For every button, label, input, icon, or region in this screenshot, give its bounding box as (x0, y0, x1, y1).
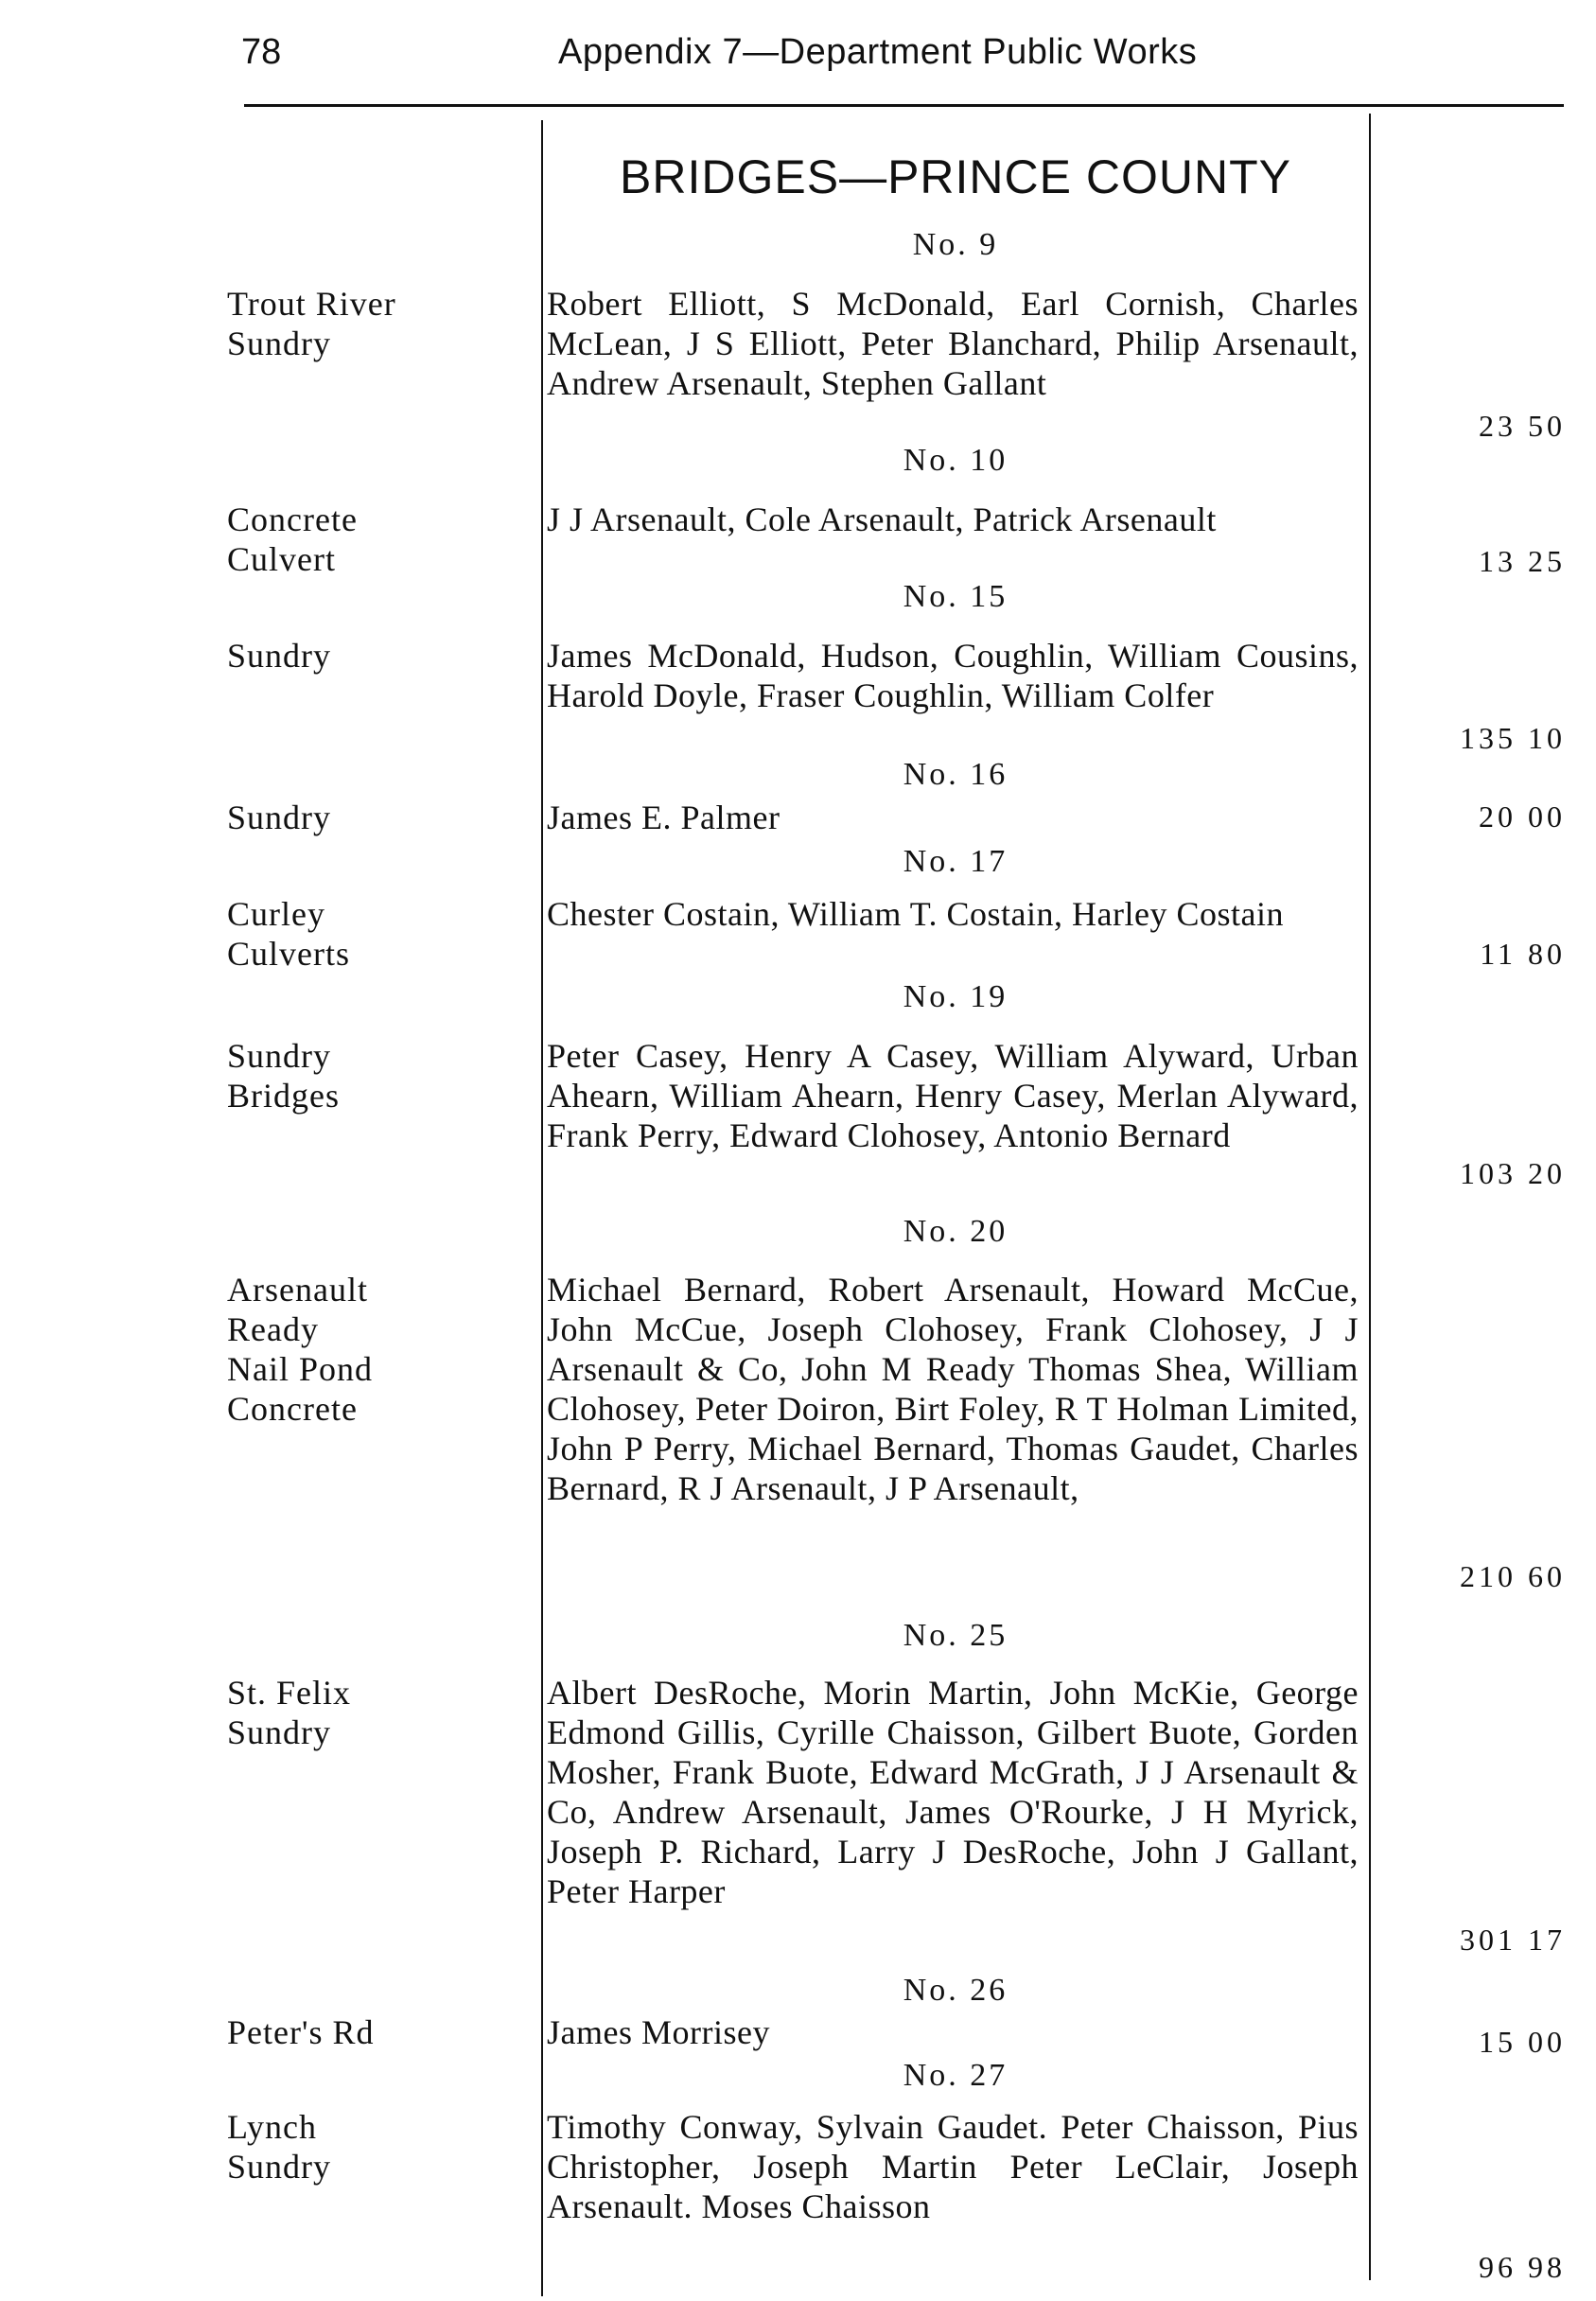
entry-number: No. 16 (903, 757, 1008, 792)
entry-amount: 20 00 (1479, 799, 1566, 834)
entry-names: James E. Palmer (547, 799, 780, 836)
entry-names: Albert DesRoche, Morin Martin, John McKie, George Edmond Gillis, Cyrille Chaisson, Gilbert Buote, Gorden Mosher, Frank Buote, Edward McGrath, J J Arsenault & Co, Andrew Arsenault, James O'Rourke, J H Myrick, Joseph P. Richard, Larry J DesRoche, John J Gallant, Peter Harper (547, 1674, 1359, 1910)
entry-number: No. 19 (903, 979, 1008, 1014)
entry-location: Sundry (227, 799, 332, 836)
entry-location: Trout River Sundry (227, 285, 396, 362)
entry-location: Lynch Sundry (227, 2108, 332, 2186)
entry-number: No. 20 (903, 1214, 1008, 1249)
entry-amount: 103 20 (1460, 1156, 1566, 1190)
entry-amount: 210 60 (1460, 1559, 1566, 1593)
entry-names: James McDonald, Hudson, Coughlin, William Cousins, Harold Doyle, Fraser Coughlin, William Colfer (547, 637, 1359, 714)
entry-location: Arsenault Ready Nail Pond Concrete (227, 1271, 374, 1428)
running-title: Appendix 7—Department Public Works (558, 32, 1198, 72)
entry-number: No. 15 (903, 579, 1008, 614)
entry-number: No. 10 (903, 443, 1008, 478)
entry-names: J J Arsenault, Cole Arsenault, Patrick Arsenault (547, 501, 1217, 538)
entry-amount: 15 00 (1479, 2025, 1566, 2059)
entry-number: No. 27 (903, 2058, 1008, 2093)
entry-number: No. 17 (903, 844, 1008, 879)
header-rule (244, 104, 1564, 107)
entry-location: St. Felix Sundry (227, 1674, 352, 1751)
page-header (241, 32, 1566, 79)
entry-amount: 23 50 (1479, 409, 1566, 443)
column-rule-left (541, 120, 543, 2296)
entry-amount: 301 17 (1460, 1923, 1566, 1957)
entry-names: Robert Elliott, S McDonald, Earl Cornish, Charles McLean, J S Elliott, Peter Blanchard, Philip Arsenault, Andrew Arsenault, Stephen Gallant (547, 285, 1359, 402)
section-title: BRIDGES—PRINCE COUNTY (620, 150, 1291, 203)
entry-amount: 96 98 (1479, 2250, 1566, 2284)
entry-number: No. 9 (912, 227, 999, 262)
entry-number: No. 26 (903, 1973, 1008, 2008)
entry-names: James Morrisey (547, 2013, 770, 2051)
entry-amount: 135 10 (1460, 721, 1566, 755)
entry-location: Sundry Bridges (227, 1037, 340, 1115)
page-number: 78 (241, 32, 282, 72)
entry-location: Curley Culverts (227, 895, 350, 973)
entry-names: Timothy Conway, Sylvain Gaudet. Peter Chaisson, Pius Christopher, Joseph Martin Peter LeClair, Joseph Arsenault. Moses Chaisson (547, 2108, 1359, 2225)
column-rule-right (1369, 114, 1371, 2280)
entry-names: Chester Costain, William T. Costain, Harley Costain (547, 895, 1284, 933)
entry-names: Michael Bernard, Robert Arsenault, Howard McCue, John McCue, Joseph Clohosey, Frank Clohosey, J J Arsenault & Co, John M Ready Thomas Shea, William Clohosey, Peter Doiron, Birt Foley, R T Holman Limited, John P Perry, Michael Bernard, Thomas Gaudet, Charles Bernard, R J Arsenault, J P Arsenault, (547, 1271, 1359, 1507)
entry-number: No. 25 (903, 1618, 1008, 1653)
entry-location: Concrete Culvert (227, 501, 358, 578)
entry-names: Peter Casey, Henry A Casey, William Alyward, Urban Ahearn, William Ahearn, Henry Casey, Merlan Alyward, Frank Perry, Edward Clohosey, Antonio Bernard (547, 1037, 1359, 1154)
entry-location: Peter's Rd (227, 2013, 375, 2051)
entry-amount: 13 25 (1479, 544, 1566, 578)
entry-amount: 11 80 (1480, 937, 1566, 971)
entry-location: Sundry (227, 637, 332, 675)
